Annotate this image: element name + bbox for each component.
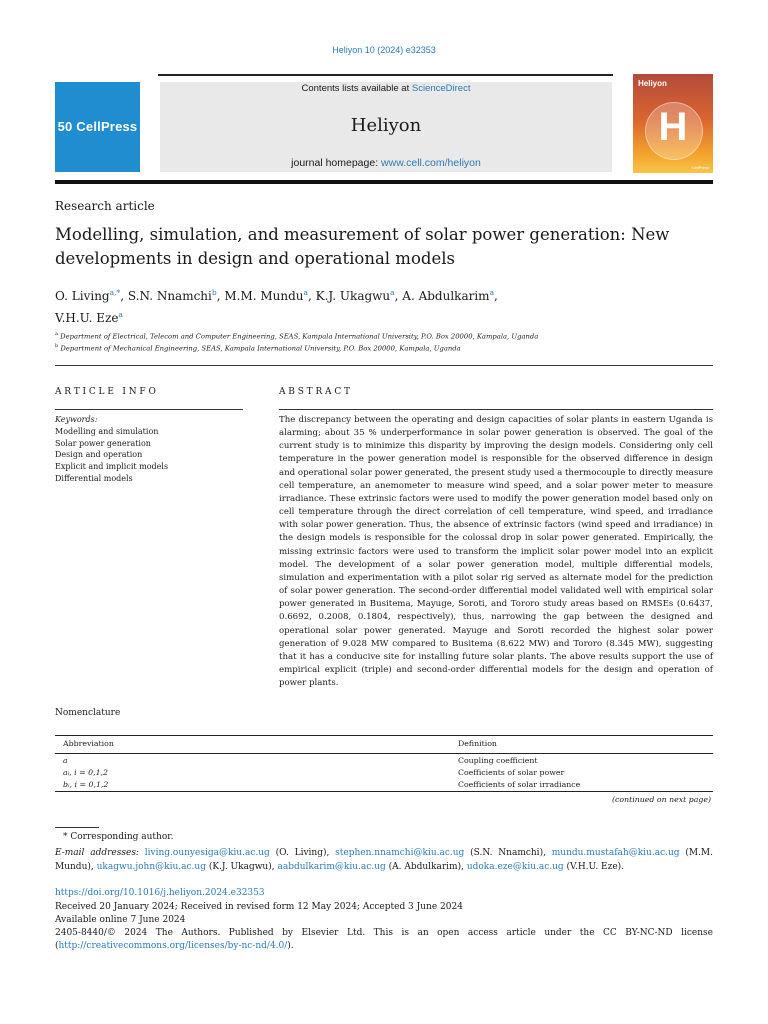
- asterisk-marker: *: [63, 832, 71, 842]
- abstract-divider: [279, 409, 713, 410]
- masthead-bottom-rule: [55, 180, 713, 184]
- homepage-link[interactable]: www.cell.com/heliyon: [381, 157, 481, 169]
- doi-link[interactable]: https://doi.org/10.1016/j.heliyon.2024.e32353: [55, 888, 265, 898]
- email-link[interactable]: ukagwu.john@kiu.ac.ug: [96, 862, 206, 872]
- author-separator: ,: [394, 289, 403, 303]
- footnote-divider: [55, 827, 99, 828]
- table-rule-bottom: [55, 791, 713, 792]
- email-link[interactable]: mundu.mustafah@kiu.ac.ug: [551, 848, 680, 858]
- author-name: O. Living: [55, 289, 110, 303]
- author-affiliation-marker[interactable]: a: [303, 288, 308, 297]
- keyword-item: Differential models: [55, 473, 133, 483]
- corresponding-author-note: [63, 832, 173, 842]
- author-separator: ,: [216, 289, 225, 303]
- journal-homepage-line: [160, 157, 612, 169]
- license-link[interactable]: http://creativecommons.org/licenses/by-nc-nd/4.0/: [58, 941, 288, 951]
- author-affiliation-marker[interactable]: a: [390, 288, 395, 297]
- email-link[interactable]: living.ounyesiga@kiu.ac.ug: [144, 848, 270, 858]
- affiliation-marker: b: [55, 343, 59, 349]
- cellpress-logo: [55, 82, 140, 172]
- license-statement: [55, 927, 713, 953]
- corresponding-author-text: Corresponding author.: [70, 832, 174, 842]
- author-affiliation-marker[interactable]: b: [211, 288, 217, 297]
- available-online-date: Available online 7 June 2024: [55, 915, 186, 925]
- email-owner: (M.M. Mundu),: [55, 848, 714, 872]
- author-separator: ,: [494, 289, 498, 303]
- keyword-item: Explicit and implicit models: [55, 462, 169, 472]
- nomenclature-abbreviation: aᵢ, i = 0,1,2: [63, 768, 108, 777]
- nomenclature-abbreviation: a: [63, 756, 68, 765]
- nomenclature-definition: Coefficients of solar irradiance: [458, 780, 581, 789]
- author-affiliation-marker[interactable]: a: [118, 309, 123, 319]
- author-name: V.H.U. Eze: [55, 310, 119, 325]
- journal-title: Heliyon: [350, 115, 422, 136]
- email-label: E-mail addresses:: [55, 848, 145, 858]
- contents-prefix: Contents lists available at: [301, 83, 412, 94]
- email-addresses: [55, 846, 713, 874]
- journal-reference[interactable]: Heliyon 10 (2024) e32353: [332, 45, 436, 55]
- author-name: K.J. Ukagwu: [315, 289, 391, 303]
- keywords-block: [55, 414, 168, 485]
- table-rule-header: [55, 753, 713, 754]
- abstract-body: The discrepancy between the operating and design capacities of solar plants in eastern Uganda is alarming; about 35 % underperformance in solar power generation is observed. The goal of the current study is to minimize this disparity by improving the design models. Considering only cell temperature in the power generation model is responsible for the observed difference in design and operational solar power generated, the present study used a thermocouple to directly measure cell temperature, an anemometer to measure wind speed, and a solar power meter to measure irradiance. These extrinsic factors were used to modify the power generation model based only on cell temperature through the direct correlation of cell temperature, wind speed, and irradiance with solar power generation. Thus, the absence of extrinsic factors (wind speed and irradiance) in the design models is responsible for the colossal drop in solar power generated. Empirically, the missing extrinsic factors were used to transform the implicit solar power model into an explicit model. The development of a solar power generation model, multiple differential models, simulation and experimentation with a pilot solar rig served as alternate model for the prediction of solar power generation. The second-order differential model validated well with empirical solar power generated in Busitema, Mayuge, Soroti, and Tororo study areas based on RMSEs (0.6437, 0.6692, 0.2008, 0.1804, respectively), thus, narrowing the gap between the designed and operational solar power generated. Mayuge and Soroti recorded the highest solar power generation of 9.028 MW compared to Busitema (8.622 MW) and Tororo (8.345 MW), suggesting that it has a conducive site for installing future solar plants. The above results support the use of empirical explicit (triple) and second-order differential models for the design and operation of power plants.: [279, 415, 713, 689]
- sciencedirect-link[interactable]: ScienceDirect: [411, 83, 471, 94]
- continued-note: (continued on next page): [612, 795, 712, 804]
- license-text: 2405-8440/© 2024 The Authors. Published by Elsevier Ltd. This is an open access article under the CC BY-NC-ND license (: [55, 928, 713, 951]
- table-rule-top: [55, 735, 713, 736]
- cover-letter: H: [658, 105, 688, 149]
- author-affiliation-marker[interactable]: a: [489, 288, 495, 297]
- article-info-heading: ARTICLE INFO: [55, 387, 159, 397]
- journal-cover-image: [633, 74, 713, 173]
- author-affiliation-marker[interactable]: a,*: [109, 288, 121, 297]
- nomenclature-abbreviation: bᵢ, i = 0,1,2: [63, 780, 109, 789]
- affiliation-a: [55, 331, 538, 340]
- affiliation-marker: a: [55, 331, 58, 337]
- article-type: Research article: [55, 199, 155, 213]
- article-title: Modelling, simulation, and measurement of solar power generation: New developments in design and operational models: [55, 225, 670, 268]
- cover-title: Heliyon: [638, 79, 667, 88]
- email-owner: (S.N. Nnamchi),: [464, 848, 552, 858]
- affiliation-text: Department of Mechanical Engineering, SEAS, Kampala International University, P.O. Box 20000, Kampala, Uganda: [60, 344, 461, 353]
- email-owner: (V.H.U. Eze).: [563, 862, 625, 872]
- author-name: A. Abdulkarim: [402, 289, 490, 303]
- keywords-label: Keywords:: [55, 415, 98, 424]
- affiliation-text: Department of Electrical, Telecom and Computer Engineering, SEAS, Kampala International University, P.O. Box 20000, Kampala, Uganda: [60, 332, 539, 341]
- author-separator: ,: [308, 289, 316, 303]
- email-owner: (A. Abdulkarim),: [385, 862, 467, 872]
- article-info-divider: [55, 409, 243, 410]
- nomenclature-definition: Coupling coefficient: [458, 756, 538, 765]
- author-name: M.M. Mundu: [224, 289, 304, 303]
- author-name: S.N. Nnamchi: [127, 289, 212, 303]
- affiliation-b: [55, 343, 461, 352]
- abstract-heading: ABSTRACT: [279, 387, 353, 397]
- homepage-prefix: journal homepage:: [291, 157, 382, 169]
- keyword-item: Modelling and simulation: [55, 426, 159, 436]
- email-owner: (K.J. Ukagwu),: [205, 862, 278, 872]
- nomenclature-heading: Nomenclature: [55, 708, 121, 718]
- publisher-logo-text: 50 CellPress: [57, 119, 138, 134]
- cover-publisher: CellPress: [691, 165, 709, 170]
- email-owner: (O. Living),: [269, 848, 336, 858]
- author-list: [55, 284, 675, 327]
- received-dates: Received 20 January 2024; Received in revised form 12 May 2024; Accepted 3 June 2024: [55, 902, 463, 912]
- nomenclature-definition: Coefficients of solar power: [458, 768, 565, 777]
- email-link[interactable]: udoka.eze@kiu.ac.ug: [466, 862, 564, 872]
- keyword-item: Design and operation: [55, 450, 143, 460]
- column-header-abbreviation: Abbreviation: [63, 739, 114, 748]
- email-link[interactable]: aabdulkarim@kiu.ac.ug: [277, 862, 386, 872]
- keyword-item: Solar power generation: [55, 438, 151, 448]
- masthead-top-rule: [158, 74, 613, 76]
- contents-line: [160, 83, 612, 94]
- column-header-definition: Definition: [458, 739, 497, 748]
- author-separator: ,: [120, 289, 128, 303]
- email-link[interactable]: stephen.nnamchi@kiu.ac.ug: [335, 848, 465, 858]
- license-end: ).: [287, 941, 294, 951]
- affiliation-divider: [55, 365, 713, 366]
